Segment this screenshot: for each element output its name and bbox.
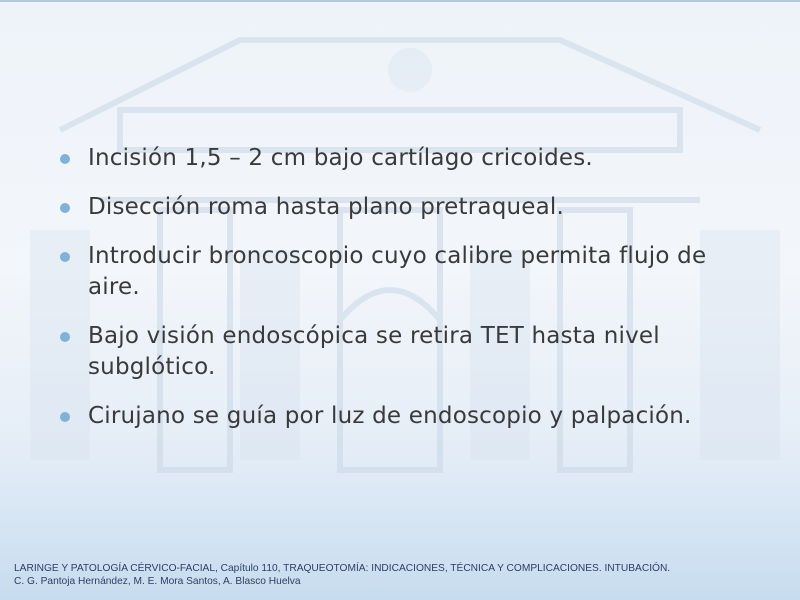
bullet-text: Introducir broncoscopio cuyo calibre permita flujo de aire. [88, 243, 707, 300]
footer-citation [14, 562, 794, 588]
bullet-item [60, 192, 760, 223]
footer-line-title: LARINGE Y PATOLOGÍA CÉRVICO-FACIAL, Capítulo 110, TRAQUEOTOMÍA: INDICACIONES, TÉCNICA Y COMPLICACIONES. INTUBACIÓN. [14, 563, 671, 574]
bullet-text: Disección roma hasta plano pretraqueal. [88, 194, 565, 220]
bullet-icon [60, 154, 70, 164]
bullet-item [60, 241, 760, 303]
bullet-icon [60, 252, 70, 262]
bullet-icon [60, 203, 70, 213]
bullet-icon [60, 332, 70, 342]
bullet-text: Incisión 1,5 – 2 cm bajo cartílago cricoides. [88, 145, 593, 171]
bullet-text: Cirujano se guía por luz de endoscopio y palpación. [88, 403, 692, 429]
bullet-item [60, 321, 760, 383]
bullet-item [60, 143, 760, 174]
bullet-item [60, 401, 760, 432]
bullet-text: Bajo visión endoscópica se retira TET hasta nivel subglótico. [88, 323, 660, 380]
footer-line-authors: C. G. Pantoja Hernández, M. E. Mora Santos, A. Blasco Huelva [14, 576, 301, 587]
bullet-icon [60, 412, 70, 422]
bullet-list [60, 143, 760, 450]
